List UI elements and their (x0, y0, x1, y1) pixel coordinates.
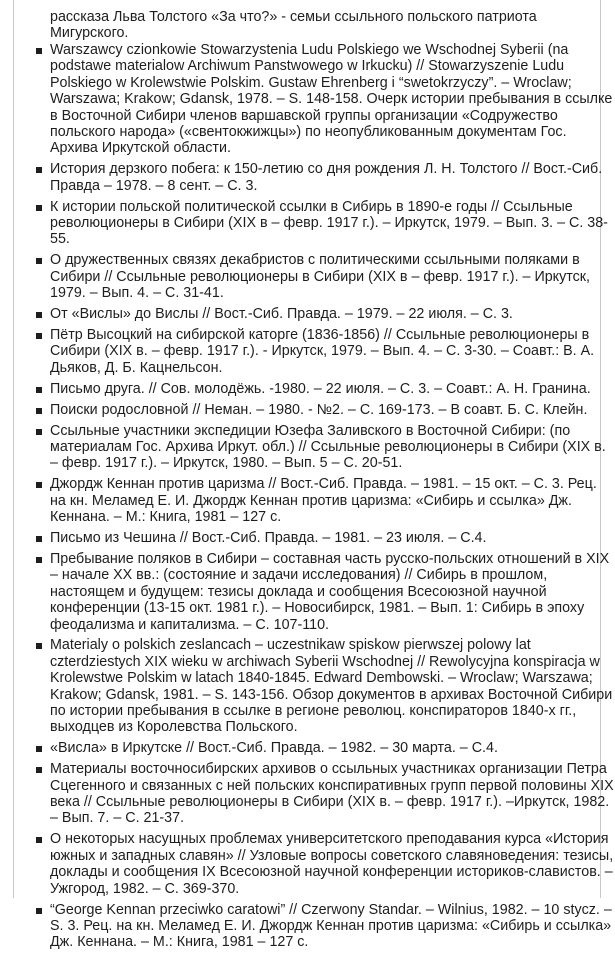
bibliography-entry: Пребывание поляков в Сибири – составная часть русско-польских отношений в XIX – начале XX вв.: (состояние и задачи исследования) // Сибирь в прошлом, настоящем и будущем: тезисы доклада и сообщения Всесоюзной научной конференции (13-15 окт. 1981 г.). – Новосибирск, 1981. – Вып. 1: Сибирь в эпоху феодализма и капитализма. – С. 107-110. (50, 551, 615, 633)
bibliography-list (32, 42, 615, 955)
bibliography-entry: О дружественных связях декабристов с политическими ссыльными поляками в Сибири // Ссыльные революционеры в Сибири (XIX в – февр. 1917 г.). – Иркутск, 1979. – Вып. 4. – С. 31-41. (50, 252, 615, 301)
bibliography-entry: О некоторых насущных проблемах университетского преподавания курса «История южных и западных славян» // Узловые вопросы советского славяноведения: тезисы, доклады и сообщения IX Всесоюзной научной конференции историков-славистов. – Ужгород, 1982. – С. 369-370. (50, 831, 614, 897)
bibliography-entry: От «Вислы» до Вислы // Вост.-Сиб. Правда. – 1979. – 22 июля. – С. 3. (50, 306, 615, 322)
bibliography-entry: «Висла» в Иркутске // Вост.-Сиб. Правда. – 1982. – 30 марта. – С.4. (50, 740, 615, 756)
bibliography-entry: Джордж Кеннан против царизма // Вост.-Сиб. Правда. – 1981. – 15 окт. – С. 3. Рец. на кн. Меламед Е. И. Джордж Кеннан против царизма: «Сибирь и ссылка» Дж. Кеннана. – М.: Книга, 1981 – 127 с. (50, 476, 615, 525)
bibliography-entry: История дерзкого побега: к 150-летию со дня рождения Л. Н. Толстого // Вост.-Сиб. Правда – 1978. – 8 сент. – С. 3. (50, 161, 615, 194)
bibliography-entry: Materialy o polskich zeslancach – uczestnikaw spiskow pierwszej polowy lat czterdziestych XIX wieku w archiwach Syberii Wschodnej // Rewolycyjna konspiracja w Krolewstwe Polskim w latach 1840-1845. Edward Dembowski. – Wroclaw; Warszawa; Krakow; Gdansk, 1981. – S. 143-156. Обзор документов в архивах Восточной Сибири по истории пребывания в ссылке в регионе революц. конспираторов 1840-х гг., выходцев из Королевства Польского. (50, 637, 615, 735)
bibliography-entry: Письмо из Чешина // Вост.-Сиб. Правда. – 1981. – 23 июля. – С.4. (50, 530, 615, 546)
page-left-border (13, 0, 14, 898)
bibliography-entry: Материалы восточносибирских архивов о ссыльных участниках организации Петра Сцегенного и связанных с ней польских конспиративных групп первой половины XIX века // Ссыльные революционеры в Сибири (XIX в. – февр. 1917 г.). –Иркутск, 1982. – Вып. 7. – С. 21-37. (50, 761, 614, 827)
bibliography-entry: К истории польской политической ссылки в Сибирь в 1890-е годы // Ссыльные революционеры в Сибири (XIX в – февр. 1917 г.). – Иркутск, 1979. – Вып. 3. – С. 38-55. (50, 199, 615, 248)
bibliography-entry: Поиски родословной // Неман. – 1980. - №2. – С. 169-173. – В соавт. Б. С. Клейн. (50, 402, 615, 418)
bibliography-entry: Письмо друга. // Сов. молодёжь. -1980. – 22 июля. – С. 3. – Соавт.: А. Н. Гранина. (50, 381, 615, 397)
bibliography-entry: Warszawcy czionkowie Stowarzystenia Ludu Polskiego we Wschodnej Syberii (na podstawe materialow Archiwum Panstwowego w Irkucku) // Stowarzyszenie Ludu Polskiego w Krolewstwie Polskim. Gustaw Ehrenberg i “swetokrzyczy”. – Wroclaw; Warszawa; Krakow; Gdansk, 1978. – S. 148-158. Очерк истории пребывания в ссылке в Восточной Сибири членов варшавской группы организации «Содружество польского народа» («свентокжижцы») по неопубликованным документам Гос. Архива Иркутской области. (50, 42, 615, 157)
continued-paragraph: рассказа Льва Толстого «За что?» - семьи ссыльного польского патриота Мигурского. (50, 9, 537, 42)
bibliography-entry: Ссыльные участники экспедиции Юзефа Заливского в Восточной Сибири: (по материалам Гос. Архива Иркут. обл.) // Ссыльные революционеры в Сибири (XIX в. – февр. 1917 г.). – Иркутск, 1980. – Вып. 5 – С. 20-51. (50, 423, 615, 472)
bibliography-entry: Пётр Высоцкий на сибирской каторге (1836-1856) // Ссыльные революционеры в Сибири (XIX в. – февр. 1917 г.). - Иркутск, 1979. – Вып. 4. – С. 3-30. – Соавт.: В. А. Дьяков, Д. Б. Кацнельсон. (50, 327, 615, 376)
bibliography-entry: “George Kennan przeciwko caratowi” // Czerwony Standar. – Wilnius, 1982. – 10 stycz. – S. 3. Рец. на кн. Меламед Е. И. Джордж Кеннан против царизма: «Сибирь и ссылка» Дж. Кеннана. – М.: Книга, 1981 – 127 с. (50, 902, 615, 951)
